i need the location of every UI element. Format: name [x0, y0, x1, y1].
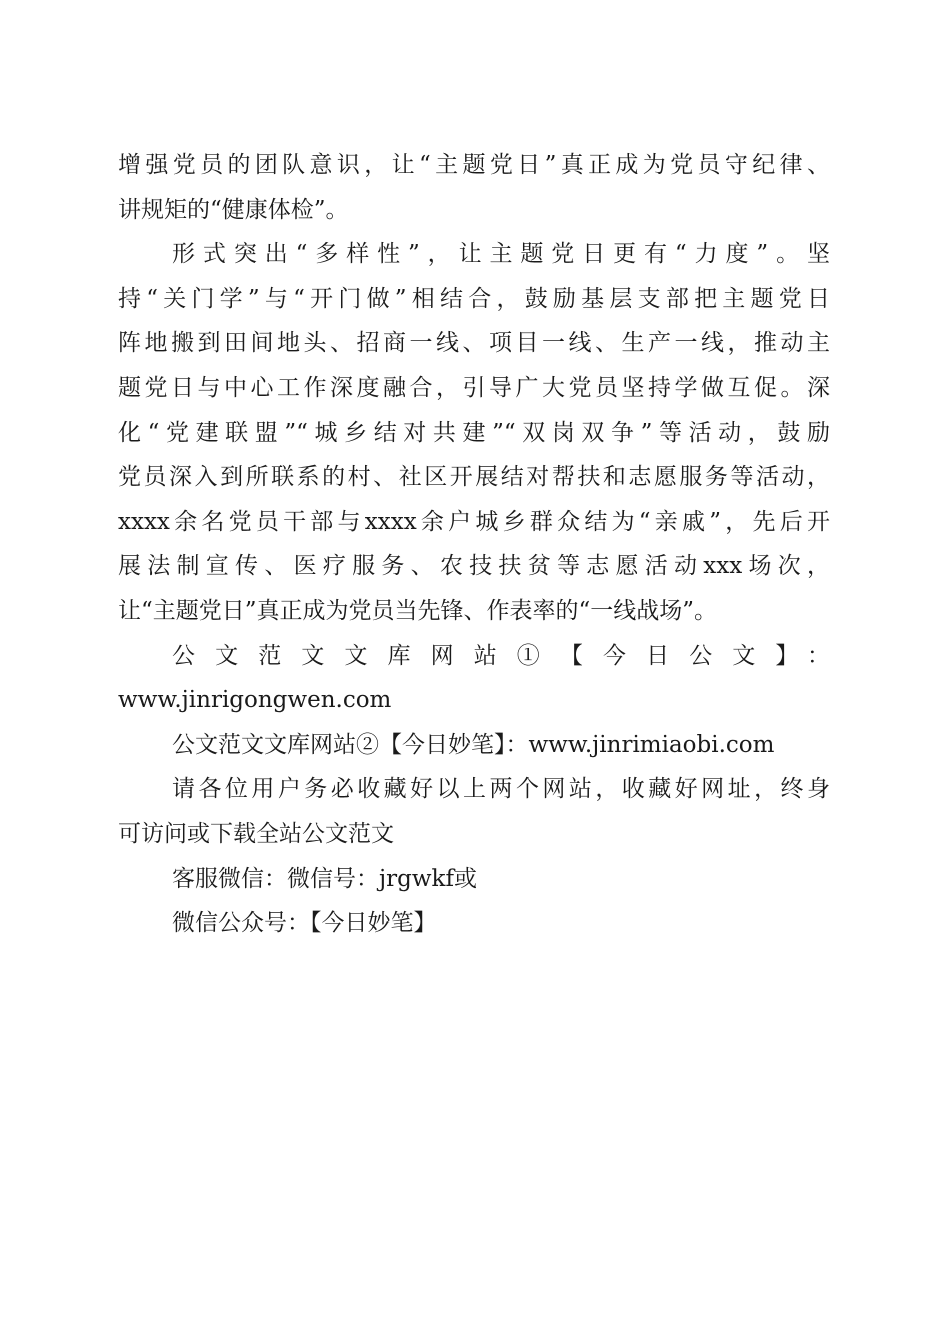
text-line: 阵地搬到田间地头、招商一线、项目一线、生产一线，推动主 — [118, 330, 830, 357]
website-1-url[interactable]: www.jinrigongwen.com — [118, 687, 392, 714]
website-2-line[interactable]: 公文范文文库网站②【今日妙笔】：www.jinrimiaobi.com — [172, 731, 775, 758]
document-body — [118, 143, 830, 946]
paragraph-official-account — [118, 901, 830, 946]
text-line: 党员深入到所联系的村、社区开展结对帮扶和志愿服务等活动， — [118, 464, 830, 491]
paragraph-website-2 — [118, 723, 830, 768]
text-line: 持“关门学”与“开门做”相结合，鼓励基层支部把主题党日 — [118, 285, 830, 312]
text-line: 化“党建联盟”“城乡结对共建”“双岗双争”等活动，鼓励 — [118, 419, 830, 446]
text-line: 讲规矩的“健康体检”。 — [118, 196, 349, 223]
paragraph-bookmark-notice — [118, 767, 830, 856]
text-line: 可访问或下载全站公文范文 — [118, 820, 394, 847]
text-line: 让“主题党日”真正成为党员当先锋、作表率的“一线战场”。 — [118, 597, 718, 624]
customer-service-wechat: 客服微信：微信号：jrgwkf或 — [172, 865, 477, 892]
paragraph-customer-service — [118, 857, 830, 902]
text-line: 展法制宣传、医疗服务、农技扶贫等志愿活动xxx场次， — [118, 553, 830, 580]
wechat-official-account: 微信公众号：【今日妙笔】 — [172, 910, 437, 937]
text-line: 增强党员的团队意识，让“主题党日”真正成为党员守纪律、 — [118, 152, 830, 178]
text-line: xxxx余名党员干部与xxxx余户城乡群众结为“亲戚”，先后开 — [118, 508, 830, 535]
text-line: 形式突出“多样性”，让主题党日更有“力度”。坚 — [172, 241, 830, 268]
text-line: 请各位用户务必收藏好以上两个网站，收藏好网址，终身 — [172, 776, 830, 803]
text-line: 题党日与中心工作深度融合，引导广大党员坚持学做互促。深 — [118, 374, 830, 401]
website-1-label: 公文范文文库网站①【今日公文】： — [172, 642, 830, 669]
paragraph-diversity — [118, 232, 830, 633]
paragraph-team-awareness — [118, 143, 830, 232]
paragraph-website-1 — [118, 634, 830, 723]
